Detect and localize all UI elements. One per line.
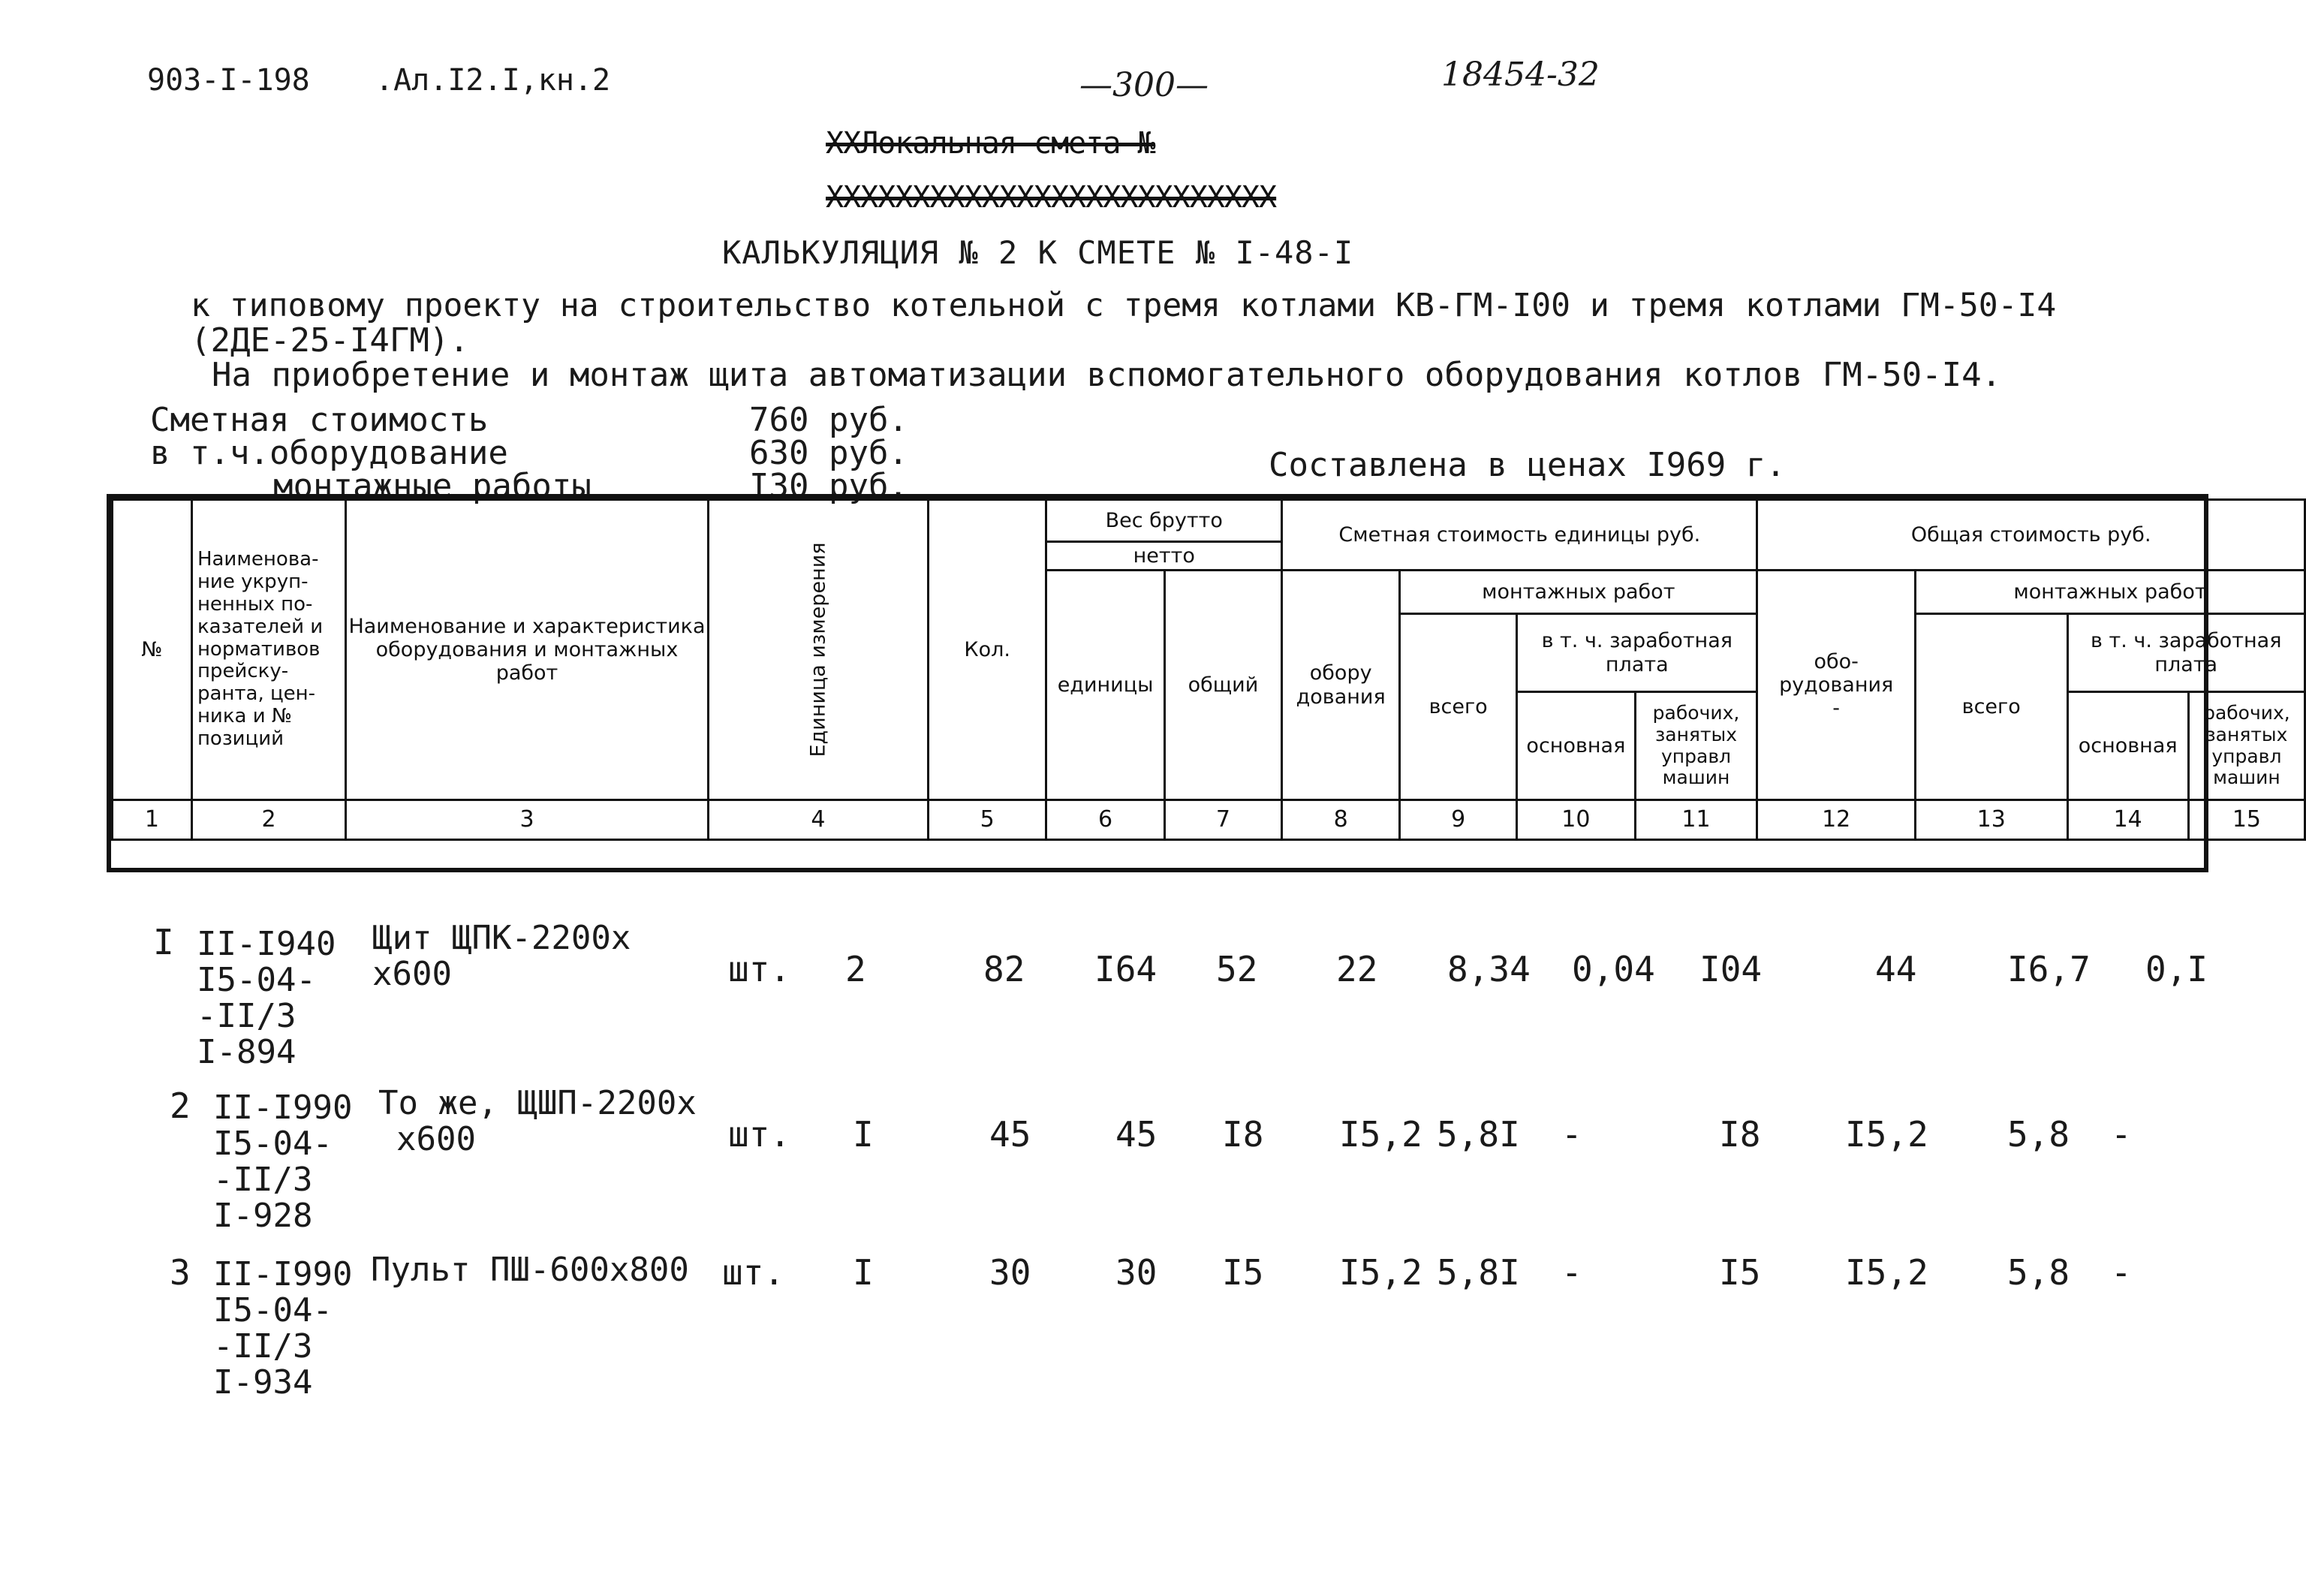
quantity-cell: I	[853, 1252, 874, 1293]
header-no: №	[113, 500, 192, 800]
total-wage-machine: -	[2111, 1114, 2132, 1155]
equipment-name-line: х600	[396, 1120, 476, 1158]
norm-code-line: I5-04-	[213, 1291, 333, 1329]
equipment-name-line: х600	[372, 955, 452, 993]
header-weight-net: нетто	[1046, 542, 1282, 571]
description-line-2: (2ДЕ-25-I4ГМ).	[191, 321, 469, 360]
quantity-cell: I	[853, 1114, 874, 1155]
norm-code-line: I-928	[213, 1197, 313, 1235]
header-unit	[708, 500, 928, 800]
total-install-cost: 44	[1875, 949, 1917, 989]
unit-wage-basic: 5,8I	[1437, 1252, 1520, 1293]
weight-unit-cell: 82	[983, 949, 1025, 989]
header-unit-wage-machine: рабочих, занятых управл машин	[1635, 692, 1757, 800]
document-code: 903-I-198	[147, 63, 310, 98]
struck-heading-1: XXЛокальная смета №	[826, 126, 1155, 161]
struck-heading-2: XXXXXXXXXXXXXXXXXXXXXXXXXX	[826, 180, 1277, 215]
total-cost-label: Сметная стоимость	[150, 401, 489, 439]
equipment-cost-label: в т.ч.оборудование	[150, 434, 508, 472]
column-number: 11	[1635, 800, 1757, 840]
header-weight-total: общий	[1164, 571, 1281, 800]
header-total-wage-basic: основная	[2067, 692, 2188, 800]
page-number: —300—	[1079, 66, 1209, 104]
header-unit-cost: Сметная стоимость единицы руб.	[1282, 500, 1757, 571]
column-number: 13	[1915, 800, 2067, 840]
column-number: 7	[1164, 800, 1281, 840]
column-number: 10	[1517, 800, 1635, 840]
row-number: 3	[170, 1252, 191, 1293]
equipment-name-line: Пульт ПШ-600х800	[371, 1251, 689, 1289]
unit-install-cost: I5,2	[1339, 1252, 1422, 1293]
column-number: 12	[1757, 800, 1916, 840]
document-title: КАЛЬКУЛЯЦИЯ № 2 К СМЕТЕ № I-48-I	[722, 234, 1354, 271]
unit-equipment-cost: I8	[1222, 1114, 1264, 1155]
header-unit-install: монтажных работ	[1400, 571, 1757, 614]
equipment-name	[371, 1252, 689, 1288]
header-unit-wage-basic: основная	[1517, 692, 1635, 800]
install-cost-value: I30 руб.	[749, 467, 908, 505]
norm-code-line: -II/3	[213, 1161, 313, 1199]
equipment-name	[378, 1086, 697, 1158]
weight-unit-cell: 30	[989, 1252, 1031, 1293]
header-total-cost: Общая стоимость руб.	[1757, 500, 2305, 571]
equipment-name	[372, 920, 631, 992]
total-wage-basic: 5,8	[2007, 1114, 2070, 1155]
norm-code	[213, 1090, 352, 1234]
unit-install-cost: I5,2	[1339, 1114, 1422, 1155]
norm-code-line: -II/3	[197, 997, 297, 1035]
weight-total-cell: 45	[1115, 1114, 1158, 1155]
column-number: 1	[113, 800, 192, 840]
unit-wage-machine: -	[1561, 1252, 1582, 1293]
norm-code-line: II-I940	[197, 925, 336, 963]
header-unit-label: Единица измерения	[806, 542, 830, 757]
norm-code-line: I-934	[213, 1363, 313, 1402]
header-unit-wages: в т. ч. заработная плата	[1517, 614, 1757, 692]
equipment-cost-value: 630 руб.	[749, 434, 908, 472]
total-wage-basic: 5,8	[2007, 1252, 2070, 1293]
norm-code-line: II-I990	[213, 1089, 353, 1127]
norm-code-line: I-894	[197, 1033, 297, 1071]
norm-code	[197, 926, 336, 1071]
total-wage-machine: -	[2111, 1252, 2132, 1293]
estimate-table-header	[111, 498, 2306, 841]
row-number: I	[153, 922, 174, 962]
unit-wage-basic: 8,34	[1447, 949, 1531, 989]
equipment-name-line: Щит ЩПК-2200х	[372, 919, 631, 957]
total-equipment-cost: I04	[1699, 949, 1763, 989]
norm-code	[213, 1257, 352, 1401]
header-total-wages: в т. ч. заработная плата	[2067, 614, 2305, 692]
column-number: 15	[2188, 800, 2304, 840]
column-number: 5	[928, 800, 1046, 840]
header-equipment-name: Наименование и характеристика оборудования и монтажных работ	[346, 500, 709, 800]
description-line-1: к типовому проекту на строительство котельной с тремя котлами КВ-ГМ-I00 и тремя котлами ГМ-50-I4	[191, 287, 2057, 324]
column-number: 6	[1046, 800, 1164, 840]
column-number: 3	[346, 800, 709, 840]
header-unit-equipment: обору дования	[1282, 571, 1400, 800]
header-total-equipment-mark: -	[1832, 697, 1841, 721]
column-number: 2	[191, 800, 345, 840]
weight-unit-cell: 45	[989, 1114, 1031, 1155]
header-weight-unit: единицы	[1046, 571, 1164, 800]
row-number: 2	[170, 1086, 191, 1126]
header-total-wage-machine: рабочих, занятых управл машин	[2188, 692, 2304, 800]
unit-wage-machine: -	[1561, 1114, 1582, 1155]
total-equipment-cost: I8	[1719, 1114, 1761, 1155]
weight-total-cell: I64	[1094, 949, 1158, 989]
unit-cell: шт.	[722, 1252, 785, 1293]
norm-code-line: I5-04-	[197, 961, 316, 999]
unit-equipment-cost: I5	[1222, 1252, 1264, 1293]
header-total-install-all: всего	[1915, 614, 2067, 800]
column-number: 14	[2067, 800, 2188, 840]
equipment-name-line: То же, ЩШП-2200х	[378, 1084, 697, 1122]
description-line-3: На приобретение и монтаж щита автоматизации вспомогательного оборудования котлов ГМ-50-I4.	[212, 356, 2002, 394]
total-wage-basic: I6,7	[2007, 949, 2091, 989]
prices-note: Составлена в ценах I969 г.	[1269, 446, 1786, 484]
column-number: 8	[1282, 800, 1400, 840]
handwritten-number: 18454-32	[1441, 56, 1600, 94]
header-quantity: Кол.	[928, 500, 1046, 800]
header-norm-reference: Наименова-ние укруп-ненных по-казателей и нормативов прейску-ранта, цен-ника и № позиций	[191, 500, 345, 800]
header-unit-install-all: всего	[1400, 614, 1517, 800]
norm-code-line: II-I990	[213, 1255, 353, 1293]
install-cost-label: монтажные работы	[273, 467, 592, 505]
unit-wage-basic: 5,8I	[1437, 1114, 1520, 1155]
total-wage-machine: 0,I	[2145, 949, 2208, 989]
total-install-cost: I5,2	[1845, 1114, 1928, 1155]
header-total-equipment-label: обо-рудования	[1779, 649, 1894, 697]
total-install-cost: I5,2	[1845, 1252, 1928, 1293]
norm-code-line: -II/3	[213, 1327, 313, 1366]
total-cost-value: 760 руб.	[749, 401, 908, 439]
unit-cell: шт.	[728, 1114, 791, 1155]
column-number: 9	[1400, 800, 1517, 840]
unit-install-cost: 22	[1336, 949, 1378, 989]
unit-cell: шт.	[728, 949, 791, 989]
header-total-install: монтажных работ	[1915, 571, 2304, 614]
album-reference: .Ал.I2.I,кн.2	[375, 63, 611, 98]
column-number-row	[113, 800, 2305, 840]
unit-equipment-cost: 52	[1216, 949, 1258, 989]
quantity-cell: 2	[845, 949, 866, 989]
total-equipment-cost: I5	[1719, 1252, 1761, 1293]
header-weight-gross: Вес брутто	[1046, 500, 1282, 542]
column-number: 4	[708, 800, 928, 840]
header-total-equipment	[1757, 571, 1916, 800]
weight-total-cell: 30	[1115, 1252, 1158, 1293]
norm-code-line: I5-04-	[213, 1125, 333, 1163]
unit-wage-machine: 0,04	[1572, 949, 1655, 989]
